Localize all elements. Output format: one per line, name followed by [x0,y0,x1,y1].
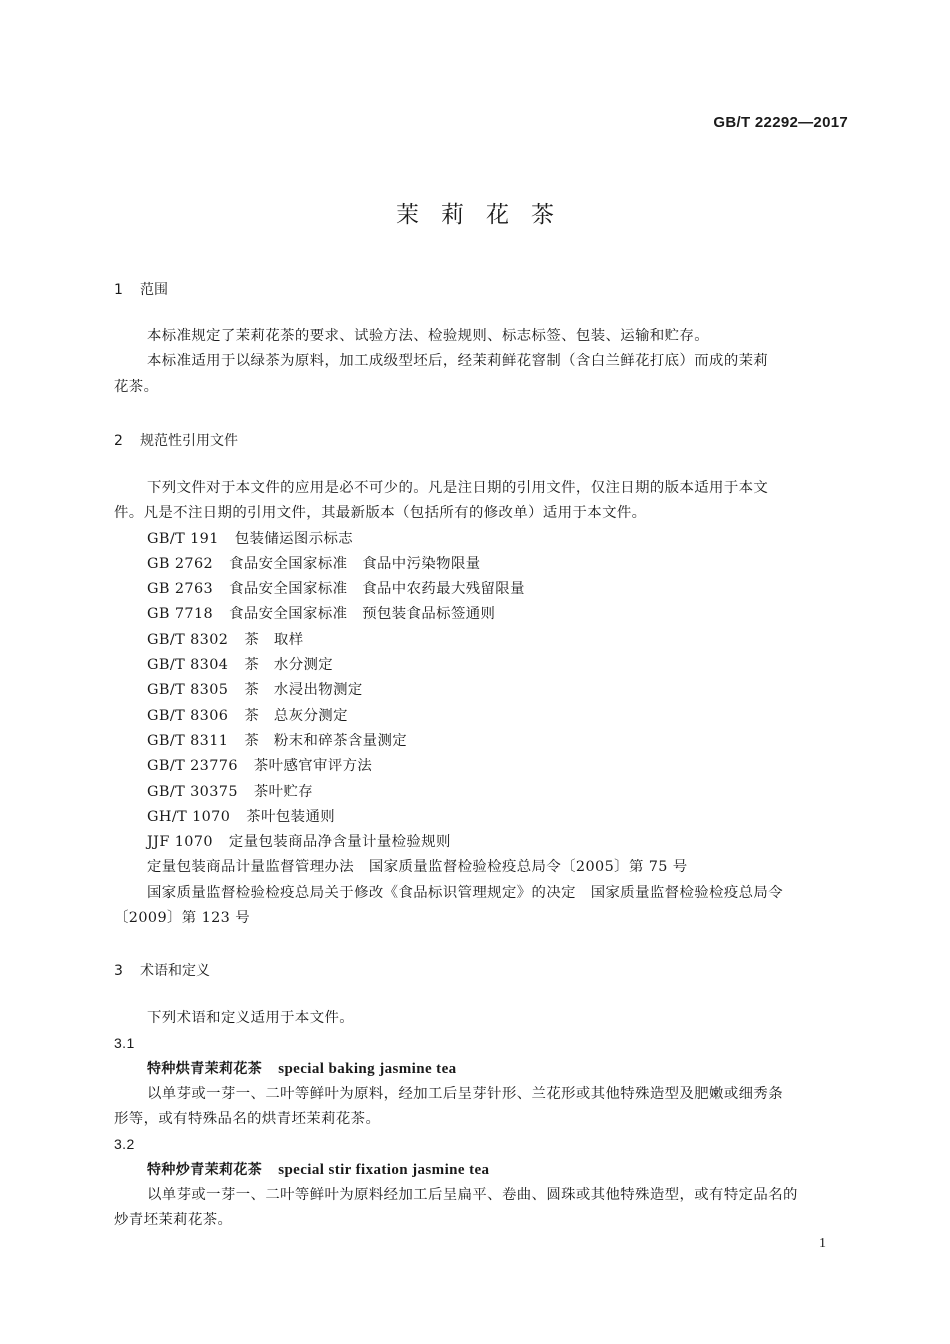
section-title: 规范性引用文件 [140,433,238,449]
reference-code: GB 2763 [147,581,214,598]
reference-code: GB/T 8311 [147,732,229,749]
reference-code: GB 7718 [147,606,214,623]
reference-code: GB 2762 [147,555,214,572]
reference-item [114,729,783,754]
term-number: 3.2 [114,1136,135,1153]
reference-title: 茶 水浸出物测定 [244,682,363,699]
document-title: 茉莉花茶 [396,202,576,228]
section-2-heading [114,430,238,450]
reference-item [114,628,783,653]
reference-title: 食品安全国家标准 食品中农药最大残留限量 [229,581,525,598]
reference-item [114,805,783,830]
reference-item: 国家质量监督检验检疫总局关于修改《食品标识管理规定》的决定 国家质量监督检验检疫总局令 [147,884,783,901]
section-title: 范围 [140,282,168,298]
term-number: 3.1 [114,1035,135,1052]
reference-item [114,678,783,703]
reference-title: 茶 取样 [244,631,304,648]
reference-item [114,704,783,729]
reference-item: 〔2009〕第 123 号 [114,910,251,927]
reference-title: 茶叶感官审评方法 [253,758,373,775]
reference-code: GB/T 191 [147,530,219,547]
reference-code: GB/T 30375 [147,783,238,800]
reference-item: 定量包装商品计量监督管理办法 国家质量监督检验检疫总局令〔2005〕第 75 号 [147,859,688,876]
paragraph-line: 件。凡是不注日期的引用文件，其最新版本（包括所有的修改单）适用于本文件。 [114,505,647,522]
section-3-body [114,1006,798,1234]
reference-item [114,552,783,577]
reference-item [114,527,783,552]
reference-title: 包装储运图示标志 [234,530,354,547]
standard-code: GB/T 22292—2017 [713,114,848,131]
reference-item [114,577,783,602]
paragraph-line: 以单芽或一芽一、二叶等鲜叶为原料经加工后呈扁平、卷曲、圆珠或其他特殊造型，或有特定品名的 [147,1187,798,1204]
paragraph-line: 花茶。 [114,378,159,395]
section-number: 2 [114,433,123,449]
reference-item [114,602,783,627]
reference-title: 茶叶贮存 [253,783,314,800]
paragraph-line: 炒青坯茉莉花茶。 [114,1212,233,1229]
section-number: 1 [114,282,123,298]
page-number: 1 [819,1236,826,1251]
term-title-cn: 特种烘青茉莉花茶 [147,1060,263,1077]
section-title: 术语和定义 [140,963,210,979]
reference-code: GB/T 8305 [147,682,229,699]
reference-code: GB/T 8302 [147,631,229,648]
reference-code: JJF 1070 [147,834,213,851]
reference-item [114,754,783,779]
term-heading [114,1158,798,1183]
paragraph-line: 以单芽或一芽一、二叶等鲜叶为原料，经加工后呈芽针形、兰花形或其他特殊造型及肥嫩或细秀条 [147,1085,783,1102]
paragraph-line: 下列文件对于本文件的应用是必不可少的。凡是注日期的引用文件，仅注日期的版本适用于本文 [147,480,769,496]
section-2-body [114,476,783,931]
reference-code: GH/T 1070 [147,808,231,825]
reference-title: 食品安全国家标准 食品中污染物限量 [229,555,481,572]
term-title-en: special baking jasmine tea [278,1060,457,1077]
section-1-heading [114,279,168,299]
section-number: 3 [114,963,123,979]
reference-title: 茶 水分测定 [244,657,334,674]
reference-title: 茶 总灰分测定 [244,707,348,724]
reference-item [114,653,783,678]
reference-code: GB/T 8306 [147,707,229,724]
paragraph-line: 本标准规定了茉莉花茶的要求、试验方法、检验规则、标志标签、包装、运输和贮存。 [147,328,710,344]
paragraph-line: 下列术语和定义适用于本文件。 [147,1010,355,1026]
term-title-cn: 特种炒青茉莉花茶 [147,1161,263,1178]
paragraph-line: 形等，或有特殊品名的烘青坯茉莉花茶。 [114,1111,381,1128]
reference-title: 食品安全国家标准 预包装食品标签通则 [229,606,496,623]
reference-title: 茶叶包装通则 [246,808,336,825]
reference-title: 茶 粉末和碎茶含量测定 [244,732,408,749]
section-1-body [114,324,768,400]
paragraph-line: 本标准适用于以绿茶为原料，加工成级型坯后，经茉莉鲜花窨制（含白兰鲜花打底）而成的茉莉 [147,353,769,370]
reference-code: GB/T 8304 [147,657,229,674]
reference-title: 定量包装商品净含量计量检验规则 [228,834,451,851]
reference-item [114,830,783,855]
section-3-heading [114,960,210,980]
term-heading [114,1057,798,1082]
reference-item [114,780,783,805]
term-title-en: special stir fixation jasmine tea [278,1161,490,1178]
reference-code: GB/T 23776 [147,758,238,775]
